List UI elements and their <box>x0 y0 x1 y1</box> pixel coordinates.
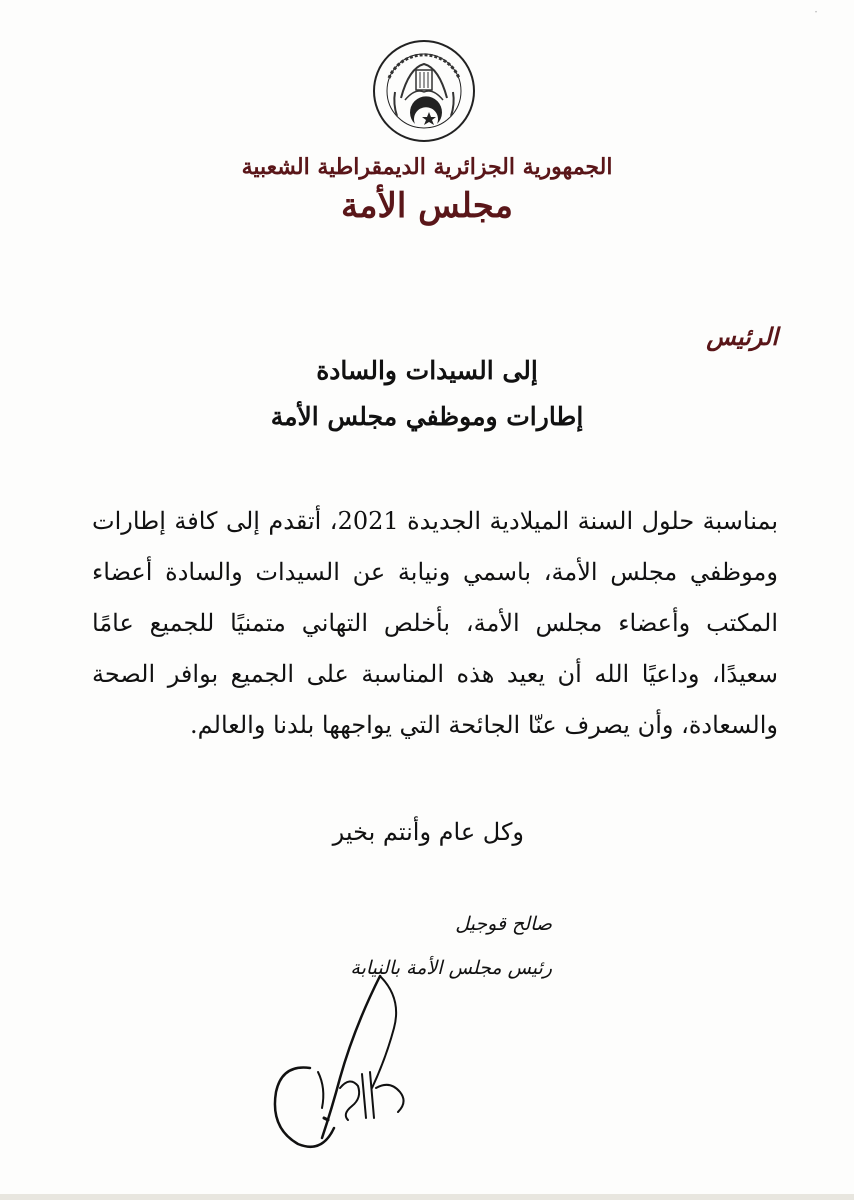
paper-edge <box>0 1194 854 1200</box>
addressee-block <box>0 348 854 440</box>
letterhead <box>0 148 854 226</box>
body-paragraph: بمناسبة حلول السنة الميلادية الجديدة 2021، أتقدم إلى كافة إطارات وموظفي مجلس الأمة، باسمي ونيابة عن السيدات والسادة أعضاء المكتب وأعضاء مجلس الأمة، بأخلص التهاني متمنيًا للجميع عامًا سعيدًا، وداعيًا الله أن يعيد هذه المناسبة على الجميع بوافر الصحة والسعادة، وأن يصرف عنّا الجائحة التي يواجهها بلدنا والعالم. <box>92 507 778 739</box>
council-name: مجلس الأمة <box>341 186 513 226</box>
state-emblem-icon <box>371 38 477 144</box>
addressee-line-2: إطارات وموظفي مجلس الأمة <box>270 402 584 431</box>
president-label: الرئيس <box>706 322 778 351</box>
corner-mark: · <box>814 5 818 19</box>
republic-name: الجمهورية الجزائرية الديمقراطية الشعبية <box>241 154 613 180</box>
signatory-title: رئيس مجلس الأمة بالنيابة <box>350 957 552 979</box>
addressee-line-1: إلى السيدات والسادة <box>316 356 538 385</box>
letter-body <box>92 496 778 751</box>
closing-line: وكل عام وأنتم بخير <box>332 818 524 846</box>
handwritten-signature-icon <box>262 968 422 1154</box>
signatory-name: صالح قوجيل <box>455 913 552 935</box>
